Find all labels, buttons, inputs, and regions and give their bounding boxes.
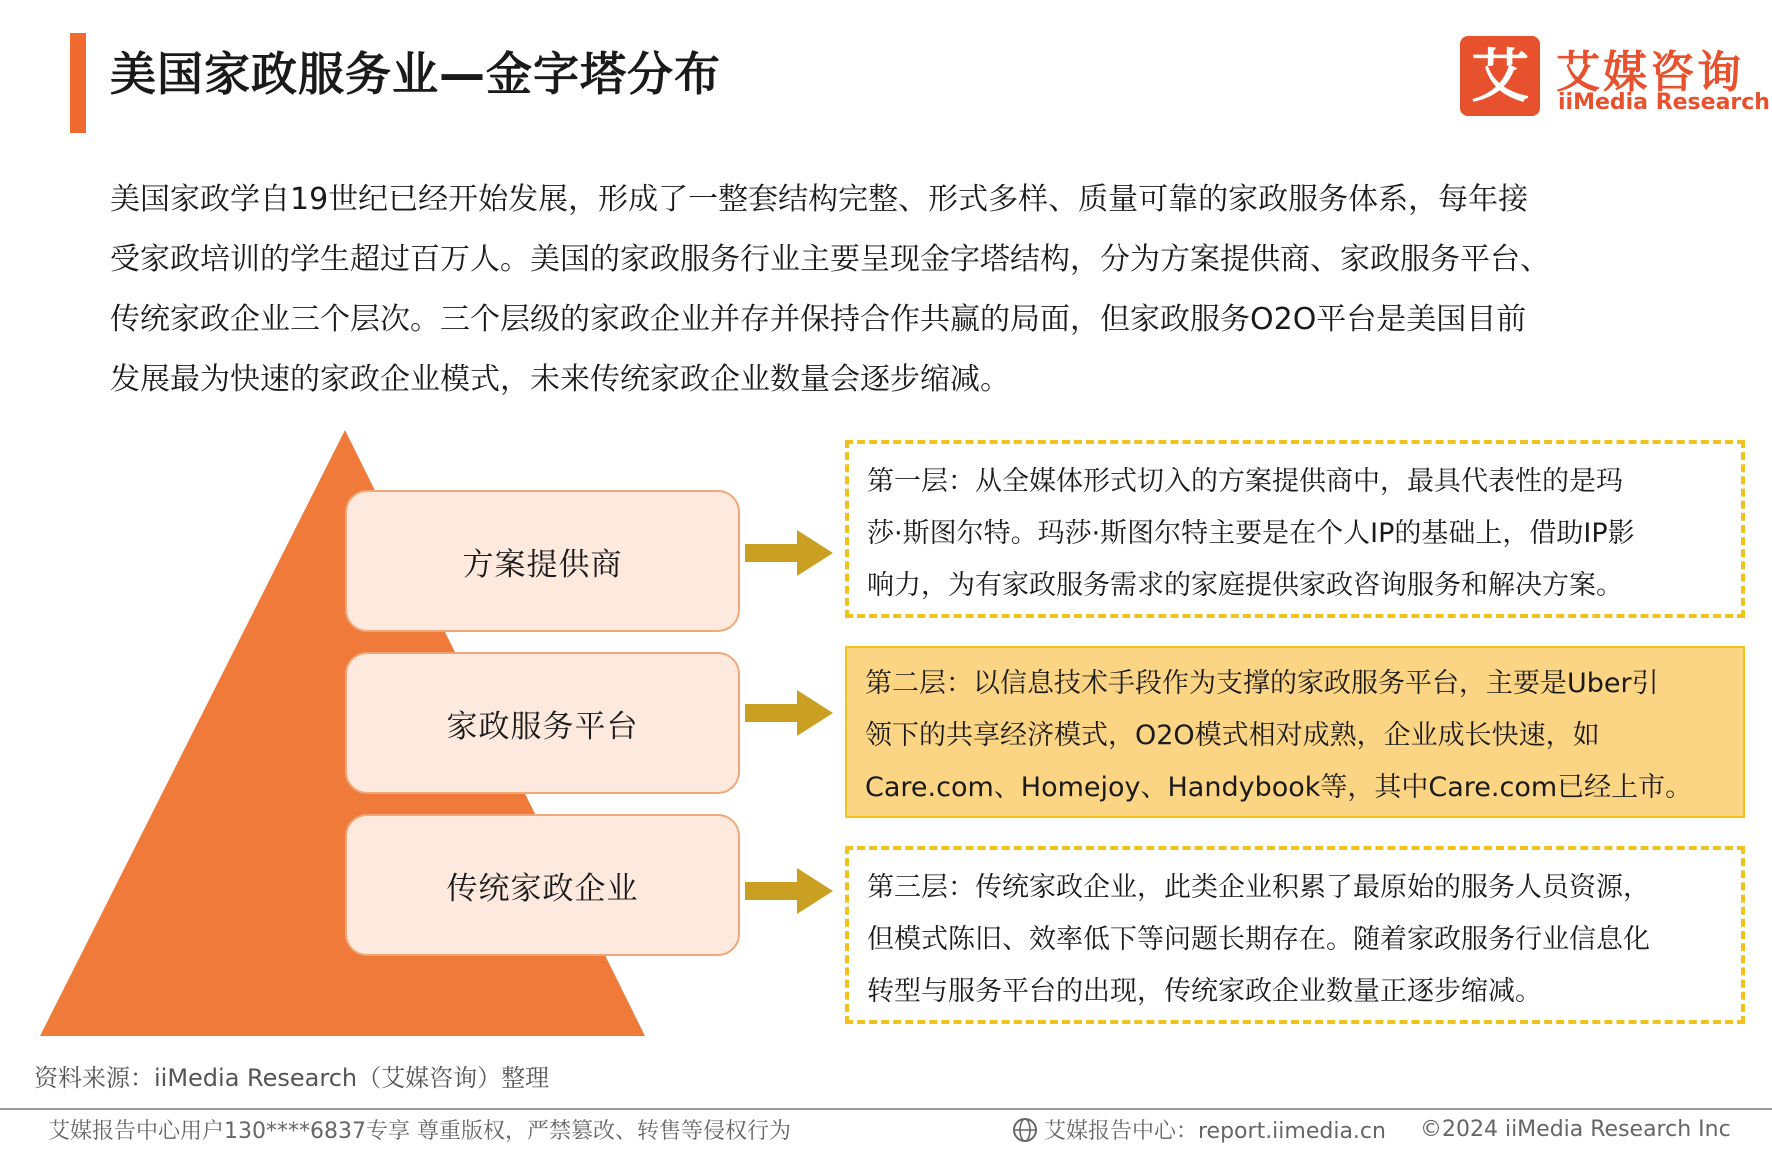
description-line: 第三层：传统家政企业，此类企业积累了最原始的服务人员资源， bbox=[867, 872, 1650, 903]
title-accent-bar bbox=[70, 33, 86, 133]
intro-line: 传统家政企业三个层次。三个层级的家政企业并存并保持合作共赢的局面，但家政服务O2O平台是美国目前 bbox=[110, 302, 1527, 337]
description-line: 莎·斯图尔特。玛莎·斯图尔特主要是在个人IP的基础上，借助IP影 bbox=[867, 518, 1635, 549]
pyramid-layer-traditional-company bbox=[345, 814, 740, 956]
layer-label: 家政服务平台 bbox=[446, 708, 639, 745]
intro-paragraph bbox=[110, 170, 1700, 410]
pyramid-layer-solution-provider bbox=[345, 490, 740, 632]
description-line: 响力，为有家政服务需求的家庭提供家政咨询服务和解决方案。 bbox=[867, 570, 1623, 601]
pyramid-layer-service-platform bbox=[345, 652, 740, 794]
description-line: Care.com、Homejoy、Handybook等，其中Care.com已经上市。 bbox=[865, 772, 1693, 803]
footer-right bbox=[1012, 1114, 1731, 1145]
description-line: 转型与服务平台的出现，传统家政企业数量正逐步缩减。 bbox=[867, 976, 1542, 1007]
layer-label: 传统家政企业 bbox=[446, 870, 639, 907]
globe-icon bbox=[1012, 1117, 1038, 1143]
footer-copyright-notice: 艾媒报告中心用户130****6837专享 尊重版权，严禁篡改、转售等侵权行为 bbox=[48, 1119, 791, 1144]
logo-english-name: iiMedia Research bbox=[1558, 90, 1770, 115]
brand-logo bbox=[1460, 36, 1770, 122]
description-line: 领下的共享经济模式，O2O模式相对成熟，企业成长快速，如 bbox=[865, 720, 1600, 751]
description-line: 但模式陈旧、效率低下等问题长期存在。随着家政服务行业信息化 bbox=[867, 924, 1650, 955]
footer-divider bbox=[0, 1108, 1772, 1110]
tier3-description-box bbox=[845, 846, 1745, 1024]
source-note: 资料来源：iiMedia Research（艾媒咨询）整理 bbox=[34, 1064, 550, 1092]
layer-label: 方案提供商 bbox=[462, 546, 623, 583]
footer-copyright: ©2024 iiMedia Research Inc bbox=[1419, 1117, 1731, 1142]
page-title: 美国家政服务业—金字塔分布 bbox=[110, 47, 721, 101]
description-line: 第二层：以信息技术手段作为支撑的家政服务平台，主要是Uber引 bbox=[865, 668, 1659, 699]
footer-report-center-link[interactable]: 艾媒报告中心：report.iimedia.cn bbox=[1044, 1119, 1386, 1144]
tier2-description-box bbox=[845, 646, 1745, 818]
arrow-right-icon bbox=[745, 690, 835, 736]
logo-mark: 艾 bbox=[1460, 36, 1540, 116]
tier1-description-box bbox=[845, 440, 1745, 618]
intro-line: 发展最为快速的家政企业模式，未来传统家政企业数量会逐步缩减。 bbox=[110, 362, 1010, 397]
arrow-right-icon bbox=[745, 868, 835, 914]
description-line: 第一层：从全媒体形式切入的方案提供商中，最具代表性的是玛 bbox=[867, 466, 1623, 497]
logo-chinese-name: 艾媒咨询 bbox=[1556, 47, 1744, 98]
arrow-right-icon bbox=[745, 530, 835, 576]
intro-line: 美国家政学自19世纪已经开始发展，形成了一整套结构完整、形式多样、质量可靠的家政服务体系，每年接 bbox=[110, 182, 1529, 217]
intro-line: 受家政培训的学生超过百万人。美国的家政服务行业主要呈现金字塔结构，分为方案提供商、家政服务平台、 bbox=[110, 242, 1550, 277]
